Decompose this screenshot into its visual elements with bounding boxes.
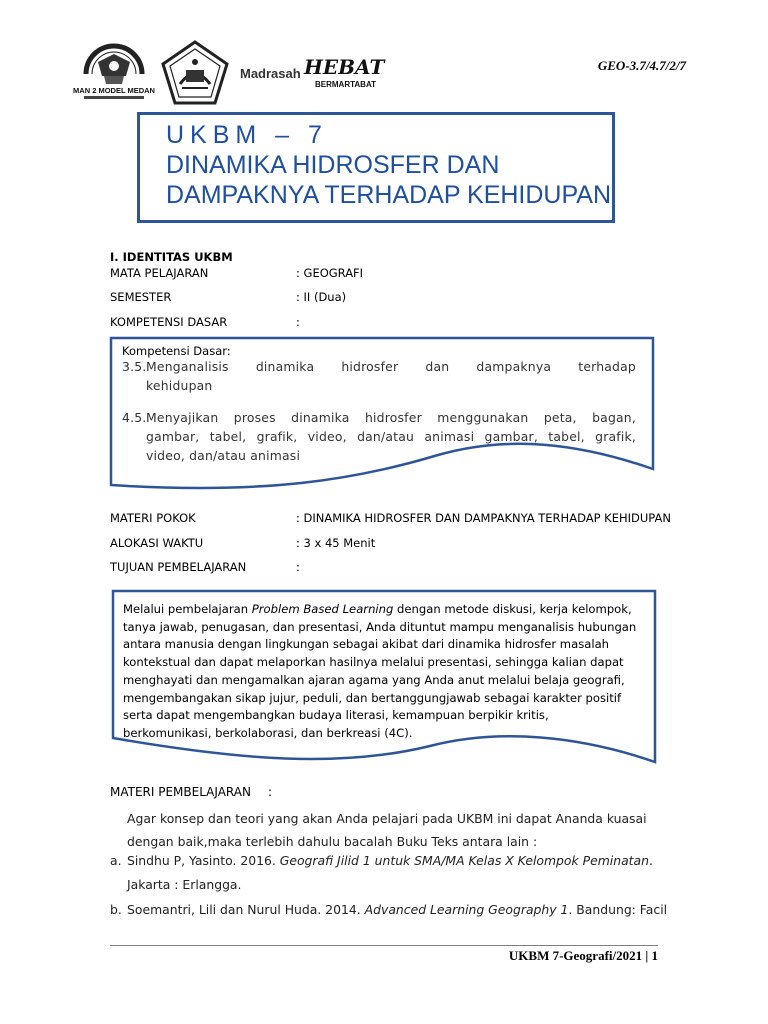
- tujuan-method: Problem Based Learning: [251, 602, 394, 616]
- svg-text:MAN 2 MODEL MEDAN: MAN 2 MODEL MEDAN: [73, 86, 155, 95]
- reference-b: b. Soemantri, Lili dan Nurul Huda. 2014. Advanced Learning Geography 1. Bandung: Facil: [110, 902, 668, 917]
- row-label-kompetensi-dasar: KOMPETENSI DASAR: [110, 315, 228, 329]
- row-value-materi-pokok: : DINAMIKA HIDROSFER DAN DAMPAKNYA TERHADAP KEHIDUPAN: [296, 511, 671, 525]
- document-code: GEO-3.7/4.7/2/7: [597, 58, 686, 73]
- tujuan-paragraph: Melalui pembelajaran Problem Based Learning dengan metode diskusi, kerja kelompok, tanya jawab, penugasan, dan presentasi, Anda dituntut mampu menganalisis hubungan antara manusia dengan lingkungan sebagai akibat dari dinamika hidrosfer masalah kontekstual dan dapat melaporkan hasilnya melalui presentasi, sehingga kalian dapat menghayati dan mengamalkan ajaran agama yang Anda anut melalui belaja geografi, mengembangakan sikap jujur, peduli, dan bertanggungjawab sebagai karakter positif serta dapat mengembangkan budaya literasi, kemampuan berpikir kritis, berkomunikasi, berkolaborasi, dan berkreasi (4C).: [123, 602, 637, 740]
- reference-book-title: Geografi Jilid 1 untuk SMA/MA Kelas X Kelompok Peminatan: [279, 853, 649, 868]
- materi-pembelajaran-label: MATERI PEMBELAJARAN: [110, 785, 251, 799]
- title-box: [137, 112, 615, 223]
- row-label-alokasi-waktu: ALOKASI WAKTU: [110, 536, 204, 550]
- footer-page-label: UKBM 7-Geografi/2021 | 1: [508, 948, 658, 963]
- row-label-tujuan: TUJUAN PEMBELAJARAN: [110, 560, 247, 574]
- kompetensi-dasar-title: Kompetensi Dasar:: [122, 344, 231, 358]
- reference-book-title: Advanced Learning Geography 1: [364, 902, 569, 917]
- title-line: DINAMIKA HIDROSFER DAN: [166, 151, 500, 179]
- title-ukbm-number: UKBM – 7: [166, 121, 328, 149]
- man2-medan-logo: [73, 40, 155, 106]
- materi-pembelajaran-colon: :: [268, 785, 273, 799]
- section-heading-identitas: I. IDENTITAS UKBM: [110, 250, 233, 264]
- kd-text: Menyajikan proses dinamika hidrosfer menggunakan peta, bagan,: [146, 410, 636, 425]
- reference-marker: a.: [110, 853, 122, 868]
- reference-a-publisher: Jakarta : Erlangga.: [127, 877, 242, 892]
- kd-text: kehidupan: [146, 378, 213, 393]
- kd-number: 4.5.: [122, 410, 147, 425]
- kemenag-logo: [160, 40, 230, 106]
- reference-marker: b.: [110, 902, 122, 917]
- materi-paragraph: Agar konsep dan teori yang akan Anda pelajari pada UKBM ini dapat Ananda kuasai dengan baik,maka terlebih dahulu bacalah Buku Teks antara lain :: [127, 811, 647, 849]
- svg-text:BERMARTABAT: BERMARTABAT: [315, 80, 377, 89]
- row-label-mata-pelajaran: MATA PELAJARAN: [110, 266, 209, 280]
- svg-text:Madrasah: Madrasah: [240, 66, 301, 81]
- kd-text: Menganalisis dinamika hidrosfer dan dampaknya terhadap: [146, 359, 636, 374]
- row-value-kompetensi-dasar: :: [296, 315, 300, 329]
- title-line: DAMPAKNYA TERHADAP KEHIDUPAN: [166, 181, 612, 209]
- row-value-mata-pelajaran: : GEOGRAFI: [296, 266, 364, 280]
- row-value-tujuan: :: [296, 560, 300, 574]
- kd-text: video, dan/atau animasi: [146, 448, 301, 463]
- kd-number: 3.5.: [122, 359, 147, 374]
- footer-divider: [110, 945, 658, 946]
- svg-text:HEBAT: HEBAT: [304, 55, 385, 79]
- madrasah-hebat-logo: [238, 48, 398, 92]
- row-label-semester: SEMESTER: [110, 290, 172, 304]
- kd-text: gambar, tabel, grafik, video, dan/atau animasi gambar, tabel, grafik,: [146, 429, 636, 444]
- kd-item-4-5: [122, 408, 636, 465]
- reference-a: a. Sindhu P, Yasinto. 2016. Geografi Jilid 1 untuk SMA/MA Kelas X Kelompok Peminatan.: [110, 853, 653, 868]
- row-value-alokasi-waktu: : 3 x 45 Menit: [296, 536, 376, 550]
- row-value-semester: : II (Dua): [296, 290, 347, 304]
- row-label-materi-pokok: MATERI POKOK: [110, 511, 196, 525]
- kd-item-3-5: [122, 357, 636, 395]
